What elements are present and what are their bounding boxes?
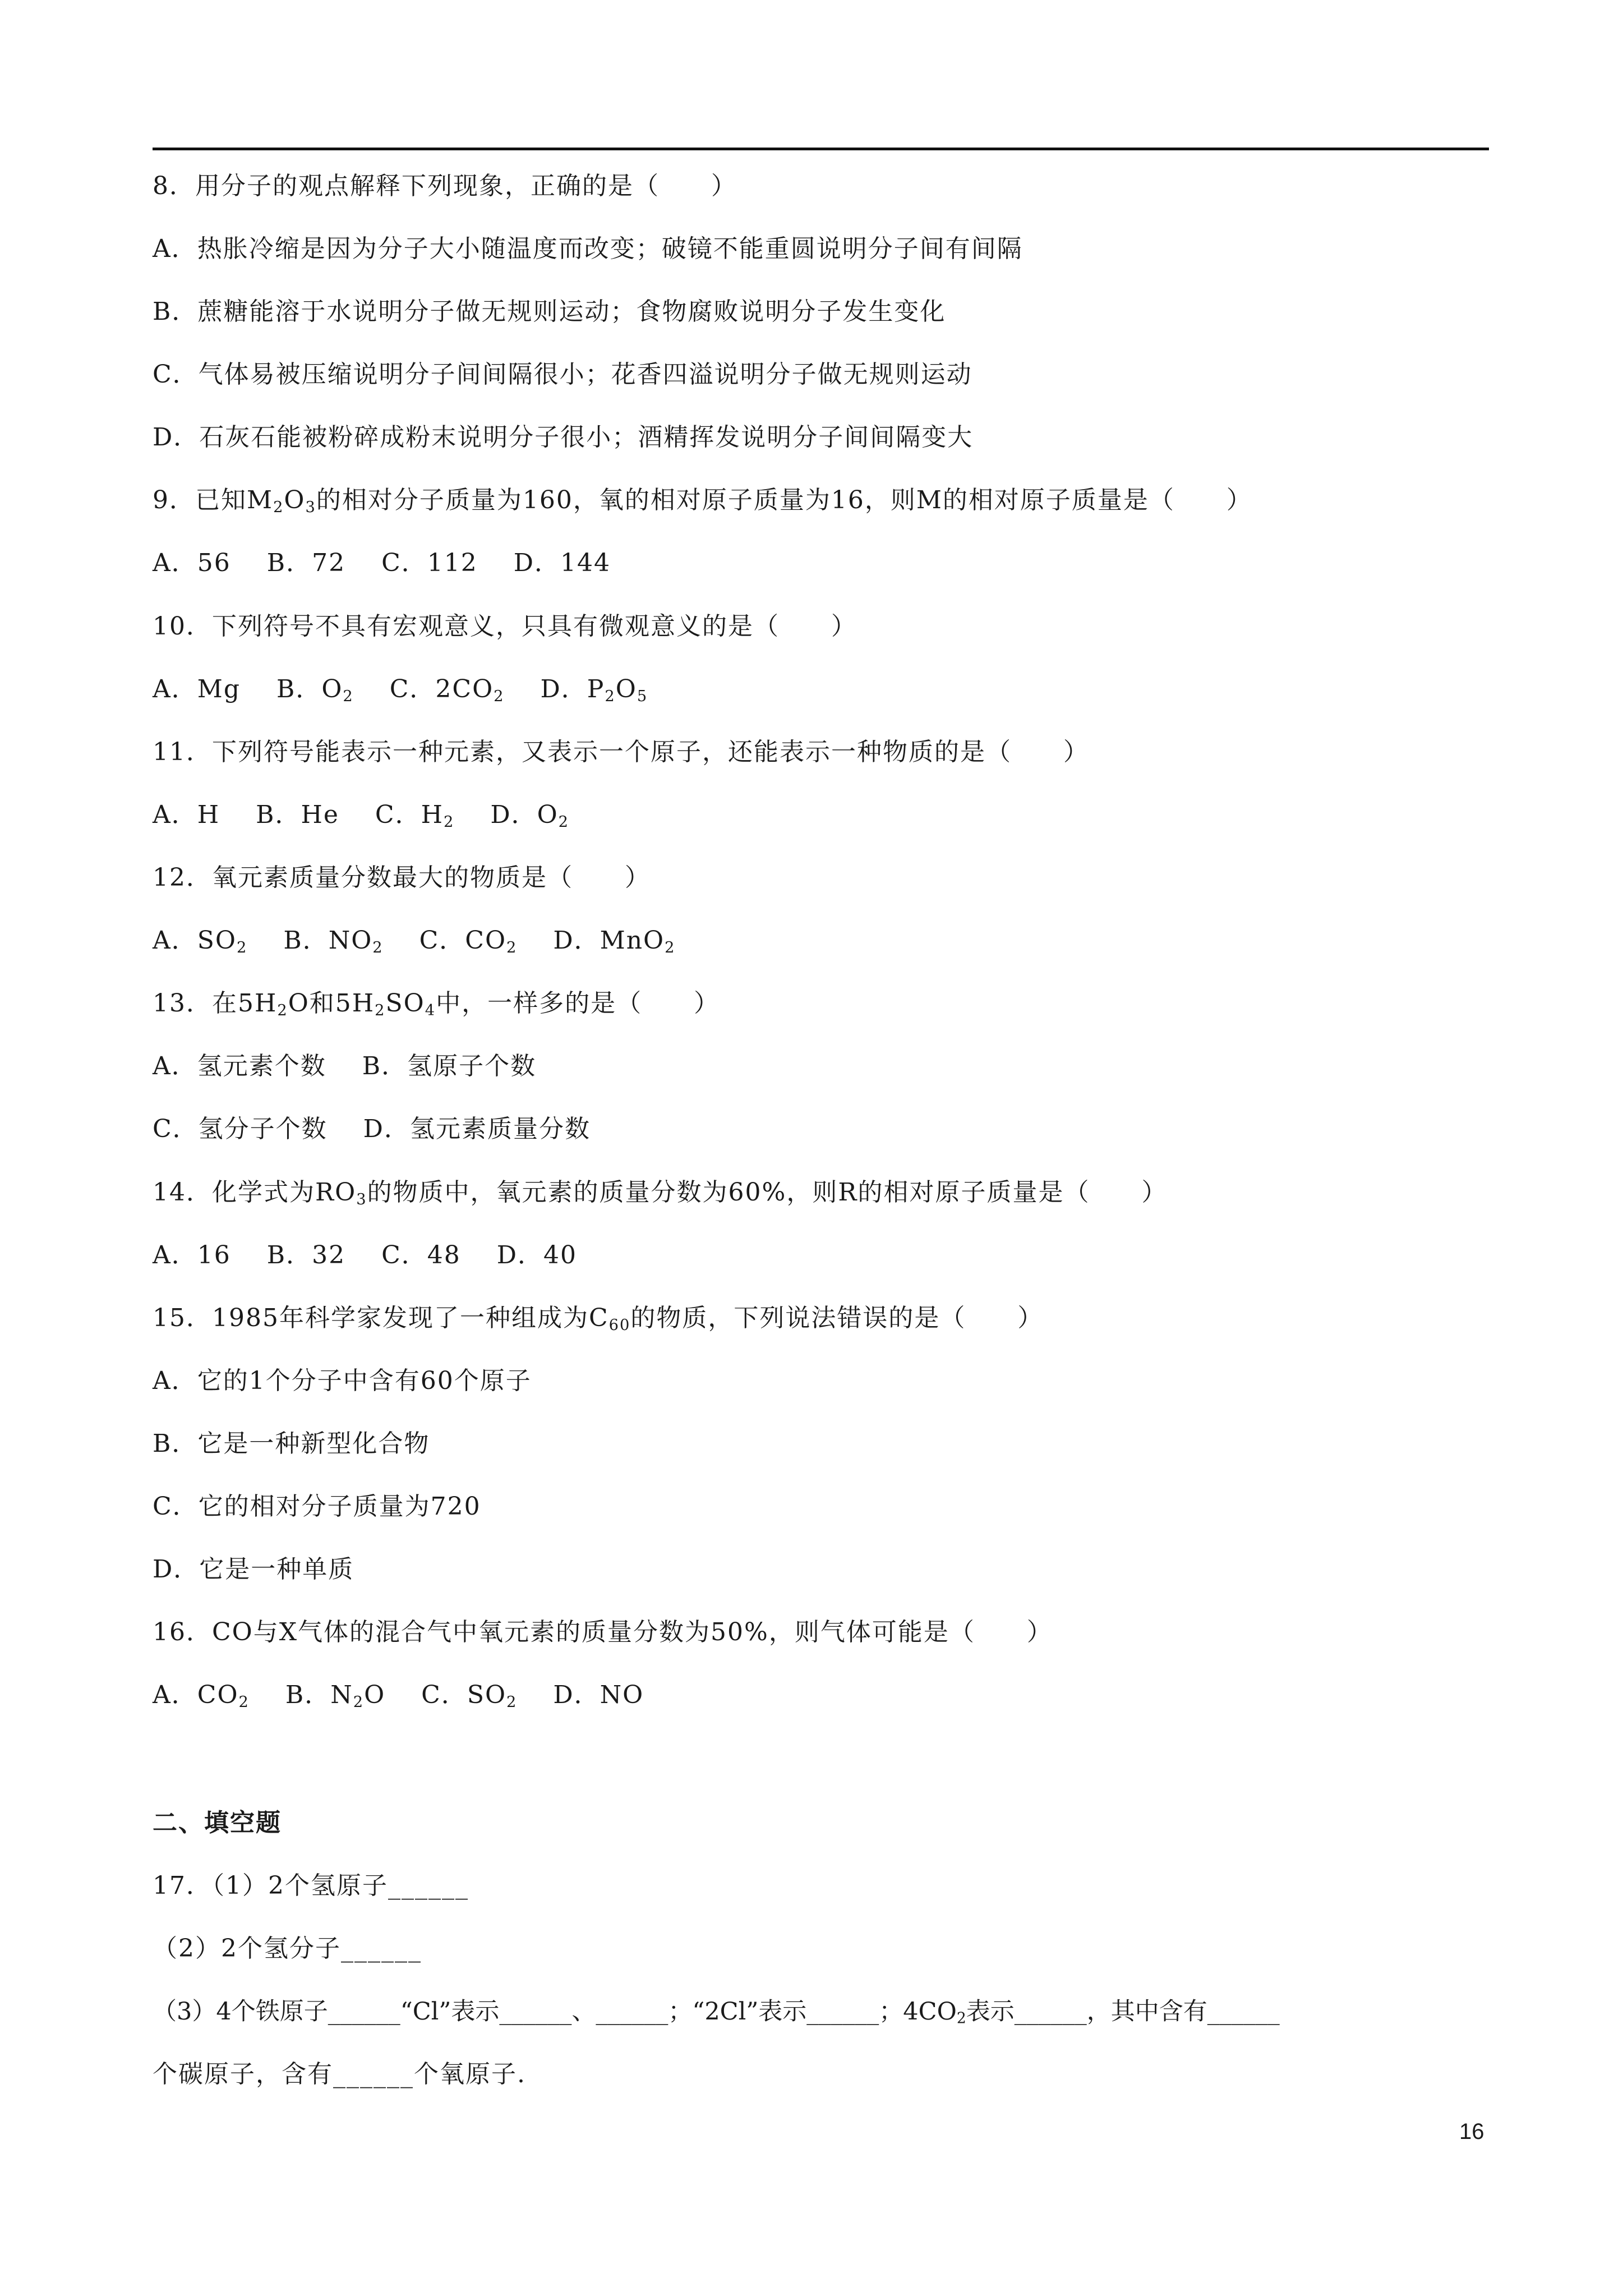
q10-options [153,671,648,707]
q13-option-d: D．氢元素质量分数 [363,1115,591,1143]
q11-option-d: D．$O_2$ [490,800,570,831]
header-rule [153,148,1489,150]
q11-option-a: A．H [153,800,220,829]
q16-option-c: C．$SO_2$ [421,1681,518,1711]
q10-option-c: C．$2CO_2$ [389,675,505,705]
q10-option-b: B．$O_2$ [276,675,354,705]
q16-option-a: A．$CO_2$ [153,1681,250,1711]
q14-option-c: C．48 [381,1241,461,1269]
q16-options [153,1677,644,1713]
q8-option-d: D．石灰石能被粉碎成粉末说明分子很小；酒精挥发说明分子间间隔变大 [153,423,974,452]
q9-option-a: A．56 [153,549,231,577]
q10-option-a: A．Mg [153,675,241,703]
q9-option-d: D．144 [513,549,611,577]
q9-option-c: C．112 [381,549,478,577]
q13-options-cd [153,1111,591,1147]
q12-option-b: B．$NO_2$ [283,926,384,956]
q15-option-a: A．它的1个分子中含有60个原子 [153,1366,532,1395]
q17-line-4: 个碳原子，含有______个氧原子. [153,2060,526,2088]
q17-line-2: （2）2个氢分子______ [153,1934,422,1963]
q14-option-d: D．40 [496,1241,578,1269]
q17-line-3: （3）4个铁原子______“Cl”表示______、______；“2Cl”表示______；$4CO_2$表示______，其中含有______ [153,1998,1280,2027]
q11-option-b: B．He [256,800,339,829]
q15-option-b: B．它是一种新型化合物 [153,1429,430,1458]
q13-option-a: A．氢元素个数 [153,1052,326,1080]
q10-option-d: D．$P_2O_5$ [540,675,648,705]
q9-option-b: B．72 [266,549,346,577]
q11-stem: 11．下列符号能表示一种元素，又表示一个原子，还能表示一种物质的是（ ） [153,738,1089,766]
q8-stem: 8．用分子的观点解释下列现象，正确的是（ ） [153,172,737,200]
q9-options [153,545,611,581]
q14-option-a: A．16 [153,1241,231,1269]
q14-options [153,1237,577,1273]
q14-stem: 14．化学式为$RO_3$的物质中，氧元素的质量分数为60%，则R的相对原子质量是（ ） [153,1178,1168,1208]
q8-option-a: A．热胀冷缩是因为分子大小随温度而改变；破镜不能重圆说明分子间有间隔 [153,234,1023,263]
section-heading: 二、填空题 [153,1809,282,1837]
q14-option-b: B．32 [266,1241,346,1269]
q10-stem: 10．下列符号不具有宏观意义，只具有微观意义的是（ ） [153,612,857,641]
q16-stem: 16．CO与X气体的混合气中氧元素的质量分数为50%，则气体可能是（ ） [153,1618,1053,1646]
q15-option-d: D．它是一种单质 [153,1555,354,1584]
q13-options-ab [153,1048,536,1084]
q13-option-c: C．氢分子个数 [153,1115,328,1143]
q12-option-a: A．$SO_2$ [153,926,248,956]
q8-option-c: C．气体易被压缩说明分子间间隔很小；花香四溢说明分子做无规则运动 [153,360,972,389]
q8-option-b: B．蔗糖能溶于水说明分子做无规则运动；食物腐败说明分子发生变化 [153,297,946,326]
page-number: 16 [1459,2119,1484,2144]
q12-option-c: C．$CO_2$ [419,926,518,956]
q12-stem: 12．氧元素质量分数最大的物质是（ ） [153,863,651,892]
q15-option-c: C．它的相对分子质量为720 [153,1492,481,1521]
q11-option-c: C．$H_2$ [375,800,455,831]
q9-stem: 9．已知$M_2O_3$的相对分子质量为160，氧的相对原子质量为16，则M的相对原子质量是（ ） [153,486,1252,516]
q11-options [153,797,569,833]
q15-stem: 15．1985年科学家发现了一种组成为$C_{60}$的物质，下列说法错误的是（ ） [153,1304,1044,1334]
q12-option-d: D．MnO$_2$ [553,926,676,956]
q16-option-b: B．$N_2O$ [285,1681,386,1711]
q17-line-1: 17．（1）2个氢原子______ [153,1871,469,1900]
q12-options [153,923,676,959]
q13-stem: 13．在$5H_2O$和$5H_2SO_4$中，一样多的是（ ） [153,989,720,1019]
q16-option-d: D．NO [553,1681,644,1709]
q13-option-b: B．氢原子个数 [362,1052,537,1080]
